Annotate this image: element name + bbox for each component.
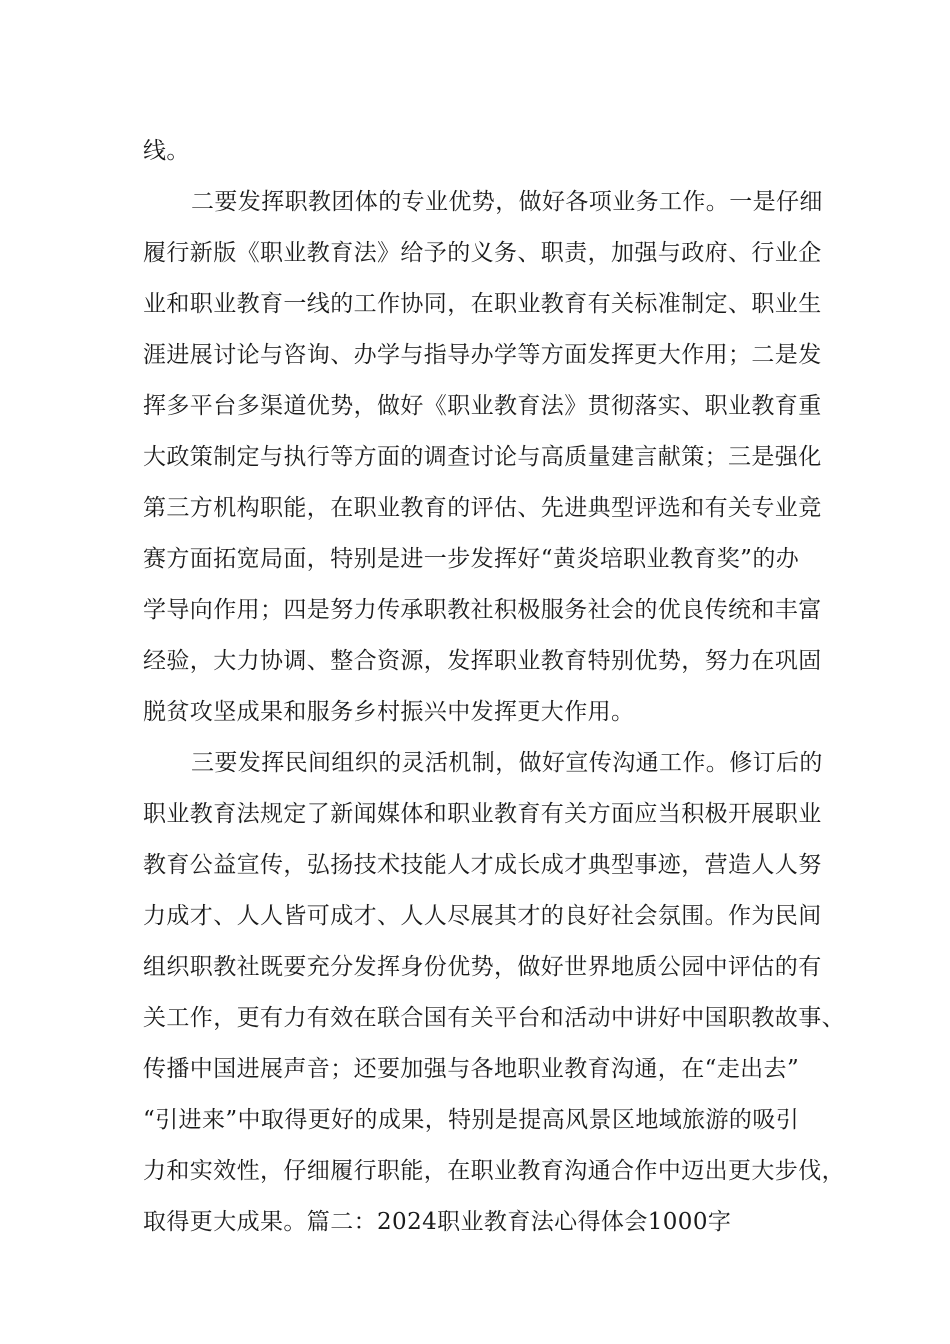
- text-line: 大政策制定与执行等方面的调查讨论与高质量建言献策；三是强化: [143, 444, 822, 470]
- text-line: 业和职业教育一线的工作协同，在职业教育有关标准制定、职业生: [143, 291, 822, 317]
- text-line: 关工作，更有力有效在联合国有关平台和活动中讲好中国职教故事、: [143, 1005, 845, 1031]
- text-line: 教育公益宣传，弘扬技术技能人才成长成才典型事迹，营造人人努: [143, 852, 822, 878]
- text-line: 力成才、人人皆可成才、人人尽展其才的良好社会氛围。作为民间: [143, 903, 822, 929]
- text-line: 第三方机构职能，在职业教育的评估、先进典型评选和有关专业竞: [143, 495, 822, 521]
- text-line: 经验，大力协调、整合资源，发挥职业教育特别优势，努力在巩固: [143, 648, 822, 674]
- text-line: 涯进展讨论与咨询、办学与指导办学等方面发挥更大作用；二是发: [143, 342, 822, 368]
- text-line: 线。: [143, 138, 190, 164]
- text-line: 力和实效性，仔细履行职能，在职业教育沟通合作中迈出更大步伐，: [143, 1158, 845, 1184]
- text-line: 职业教育法规定了新闻媒体和职业教育有关方面应当积极开展职业: [143, 801, 822, 827]
- text-line: 赛方面拓宽局面，特别是进一步发挥好“黄炎培职业教育奖”的办: [143, 546, 800, 572]
- text-line: 履行新版《职业教育法》给予的义务、职责，加强与政府、行业企: [143, 240, 822, 266]
- text-line: 组织职教社既要充分发挥身份优势，做好世界地质公园中评估的有: [143, 954, 822, 980]
- text-line: 传播中国进展声音；还要加强与各地职业教育沟通，在“走出去”: [143, 1056, 800, 1082]
- text-line: 脱贫攻坚成果和服务乡村振兴中发挥更大作用。: [143, 699, 635, 725]
- text-line-with-heading: 取得更大成果。篇二：2024职业教育法心得体会1000字: [143, 1209, 732, 1235]
- paragraph-3-first-line: 三要发挥民间组织的灵活机制，做好宣传沟通工作。修订后的: [191, 750, 823, 776]
- text-line: 挥多平台多渠道优势，做好《职业教育法》贯彻落实、职业教育重: [143, 393, 822, 419]
- paragraph-2-first-line: 二要发挥职教团体的专业优势，做好各项业务工作。一是仔细: [191, 189, 823, 215]
- text-line: 学导向作用；四是努力传承职教社积极服务社会的优良传统和丰富: [143, 597, 822, 623]
- text-line: “引进来”中取得更好的成果，特别是提高风景区地域旅游的吸引: [143, 1107, 800, 1133]
